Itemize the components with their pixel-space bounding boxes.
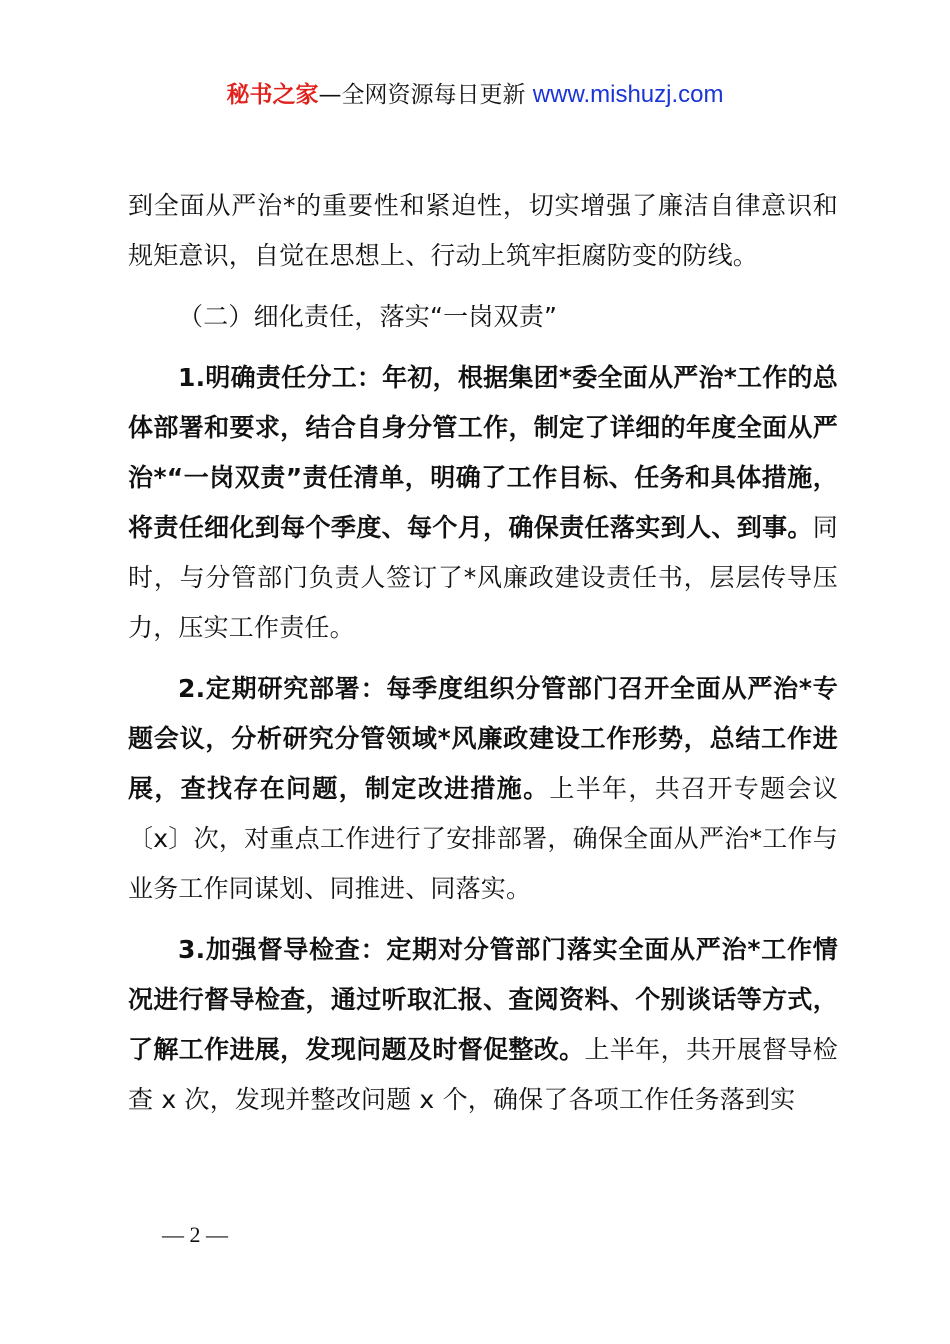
item-1-bold-text: 1.明确责任分工：年初，根据集团*委全面从严治*工作的总体部署和要求，结合自身分管工作，制定了详细的年度全面从严治*“一岗双责”责任清单，明确了工作目标、任务和具体措施，将责任细化到每个季度、每个月，确保责任落实到人、到事。 xyxy=(128,363,838,542)
item-1-text: 同时，与分管部门负责人签订了*风廉政建设责任书，层层传导压力，压实工作责任。 xyxy=(128,513,838,642)
header-slogan: —全网资源每日更新 xyxy=(318,82,533,108)
item-2-text: 上半年，共召开专题会议〔x〕次，对重点工作进行了安排部署，确保全面从严治*工作与业务工作同谋划、同推进、同落实。 xyxy=(128,774,839,903)
paragraph-continuation: 到全面从严治*的重要性和紧迫性，切实增强了廉洁自律意识和规矩意识，自觉在思想上、行动上筑牢拒腐防变的防线。 xyxy=(128,191,838,270)
item-3-text: 上半年，共开展督导检查 x 次，发现并整改问题 x 个，确保了各项工作任务落到实 xyxy=(128,1035,838,1114)
paragraph-item-2 xyxy=(128,664,838,914)
brand-name: 秘书之家 xyxy=(226,82,319,108)
watermark-header xyxy=(0,78,950,112)
document-body xyxy=(128,181,838,1136)
section-heading: （二）细化责任，落实“一岗双责” xyxy=(178,302,558,331)
paragraph-item-1 xyxy=(128,353,838,653)
item-3-bold-text: 3.加强督导检查：定期对分管部门落实全面从严治*工作情况进行督导检查，通过听取汇报、查阅资料、个别谈话等方式，了解工作进展，发现问题及时督促整改。 xyxy=(128,935,838,1064)
page-number: — 2 — xyxy=(162,1222,228,1247)
paragraph-item-3 xyxy=(128,925,838,1125)
item-2-bold-text: 2.定期研究部署：每季度组织分管部门召开全面从严治*专题会议，分析研究分管领域*风廉政建设工作形势，总结工作进展，查找存在问题，制定改进措施。 xyxy=(128,674,838,803)
site-url: www.mishuzj.com xyxy=(532,81,724,108)
